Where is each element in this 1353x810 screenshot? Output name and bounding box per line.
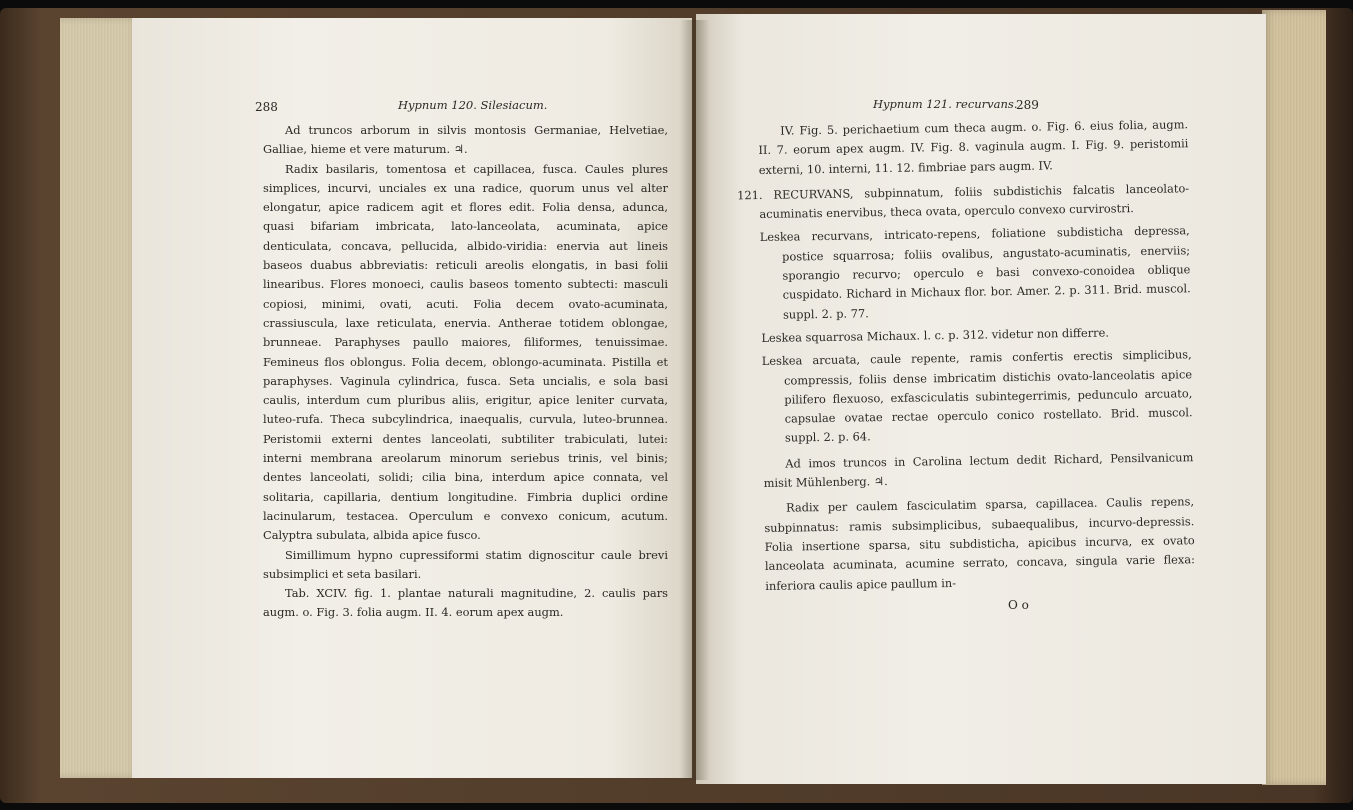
habitat-paragraph-right: Ad imos truncos in Carolina lectum dedit Richard, Pensilvanicum misit Mühlenberg. ♃. [763, 449, 1194, 491]
right-running-head: Hypnum 121. recurvans. [873, 97, 1018, 111]
signature-mark: O o [1008, 598, 1029, 612]
plate-reference-paragraph: Tab. XCIV. fig. 1. plantae naturali magnitudine, 2. caulis pars augm. o. Fig. 3. folia augm. II. 4. eorum apex augm. [263, 586, 668, 620]
synonym-leskea-squarrosa: Leskea squarrosa Michaux. l. c. p. 312. videtur non differre. [761, 325, 1110, 345]
page-edges-right [1262, 10, 1326, 785]
plate-continuation-paragraph: IV. Fig. 5. perichaetium cum theca augm. o. Fig. 6. eius folia, augm. II. 7. eorum apex augm. IV. Fig. 8. vaginula augm. I. Fig. 9. peristomii externi, 10. interni, 11. 12. fimbriae pars augm. IV. [758, 117, 1189, 177]
book-gutter [680, 20, 710, 780]
synonym-leskea-arcuata: Leskea arcuata, caule repente, ramis confertis erectis simplicibus, compressis, foliis dense imbricatim distichis ovato-lanceolatis apice pilifero flexuoso, exfasciculatis subintegerrimis, pedunculo arcuato, capsulae ovatae rectae operculo conico rostellato. Brid. muscol. suppl. 2. p. 64. [761, 347, 1193, 446]
page-edges-left [60, 18, 140, 778]
right-page-number: 289 [1016, 98, 1039, 112]
right-page-body [737, 115, 1196, 596]
description-paragraph-right: Radix per caulem fasciculatim sparsa, capillacea. Caulis repens, subpinnatus: ramis subsimplicibus, subaequalibus, incurvo-depressis. Folia insertione sparsa, situ subdisticha, apicibus incurva, ex ovato lanceolata acuminata, acumine serrato, concava, singula varie flexa: inferiora caulis apice paullum in- [764, 494, 1196, 593]
left-page-body [263, 121, 668, 623]
species-diagnosis-paragraph: 121. RECURVANS, subpinnatum, foliis subdistichis falcatis lanceolato-acuminatis enervibus, theca ovata, operculo convexo curvirostri. [737, 181, 1190, 222]
synonym-leskea-recurvans: Leskea recurvans, intricato-repens, foliatione subdisticha depressa, postice squarrosa; foliis ovalibus, angustato-acuminatis, enerviis; sporangio recurvo; operculo e basi convexo-conoidea oblique cuspidato. Richard in Michaux flor. bor. Amer. 2. p. 311. Brid. muscol. suppl. 2. p. 77. [759, 223, 1191, 322]
habitat-paragraph: Ad truncos arborum in silvis montosis Germaniae, Helvetiae, Galliae, hieme et vere maturum. ♃. [263, 123, 668, 157]
left-running-head: Hypnum 120. Silesiacum. [398, 98, 548, 112]
comparison-paragraph: Simillimum hypno cupressiformi statim dignoscitur caule brevi subsimplici et seta basilari. [263, 547, 668, 581]
description-paragraph: Radix basilaris, tomentosa et capillacea, fusca. Caules plures simplices, incurvi, unciales ex una radice, quorum unus vel alter elongatur, apice radicem agit et flores edit. Folia densa, adunca, quasi bifariam imbricata, lato-lanceolata, acuminata, apice denticulata, concava, pellucida, albido-viridia: enervia aut lineis baseos duabus abbreviatis: reticuli areolis elongatis, in basi folii linearibus. Flores monoeci, caulis baseos tomento subtecti: masculi copiosi, minimi, ovati, acuti. Folia decem ovato-acuminata, crassiuscula, laxe reticulata, enervia. Antherae totidem oblongae, brunneae. Paraphyses paullo maiores, filiformes, tenuissimae. Femineus flos oblongus. Folia decem, oblongo-acuminata. Pistilla et paraphyses. Vaginula cylindrica, fusca. Seta uncialis, e sola basi caulis, interdum cum pluribus aliis, erigitur, apice leniter curvata, luteo-rufa. Theca subcylindrica, inaequalis, curvula, luteo-brunnea. Peristomii externi dentes lanceolati, subtiliter trabiculati, lutei: interni membrana areolarum minorum seriebus trinis, vel binis; dentes lanceolati, solidi; cilia bina, interdum apice connata, vel solitaria, capillaria, dentium longitudine. Fimbria duplici ordine lacinularum, testacea. Operculum e convexo conicum, acutum. Calyptra subulata, albida apice fusco. [263, 161, 668, 543]
left-page-number: 288 [255, 100, 278, 114]
